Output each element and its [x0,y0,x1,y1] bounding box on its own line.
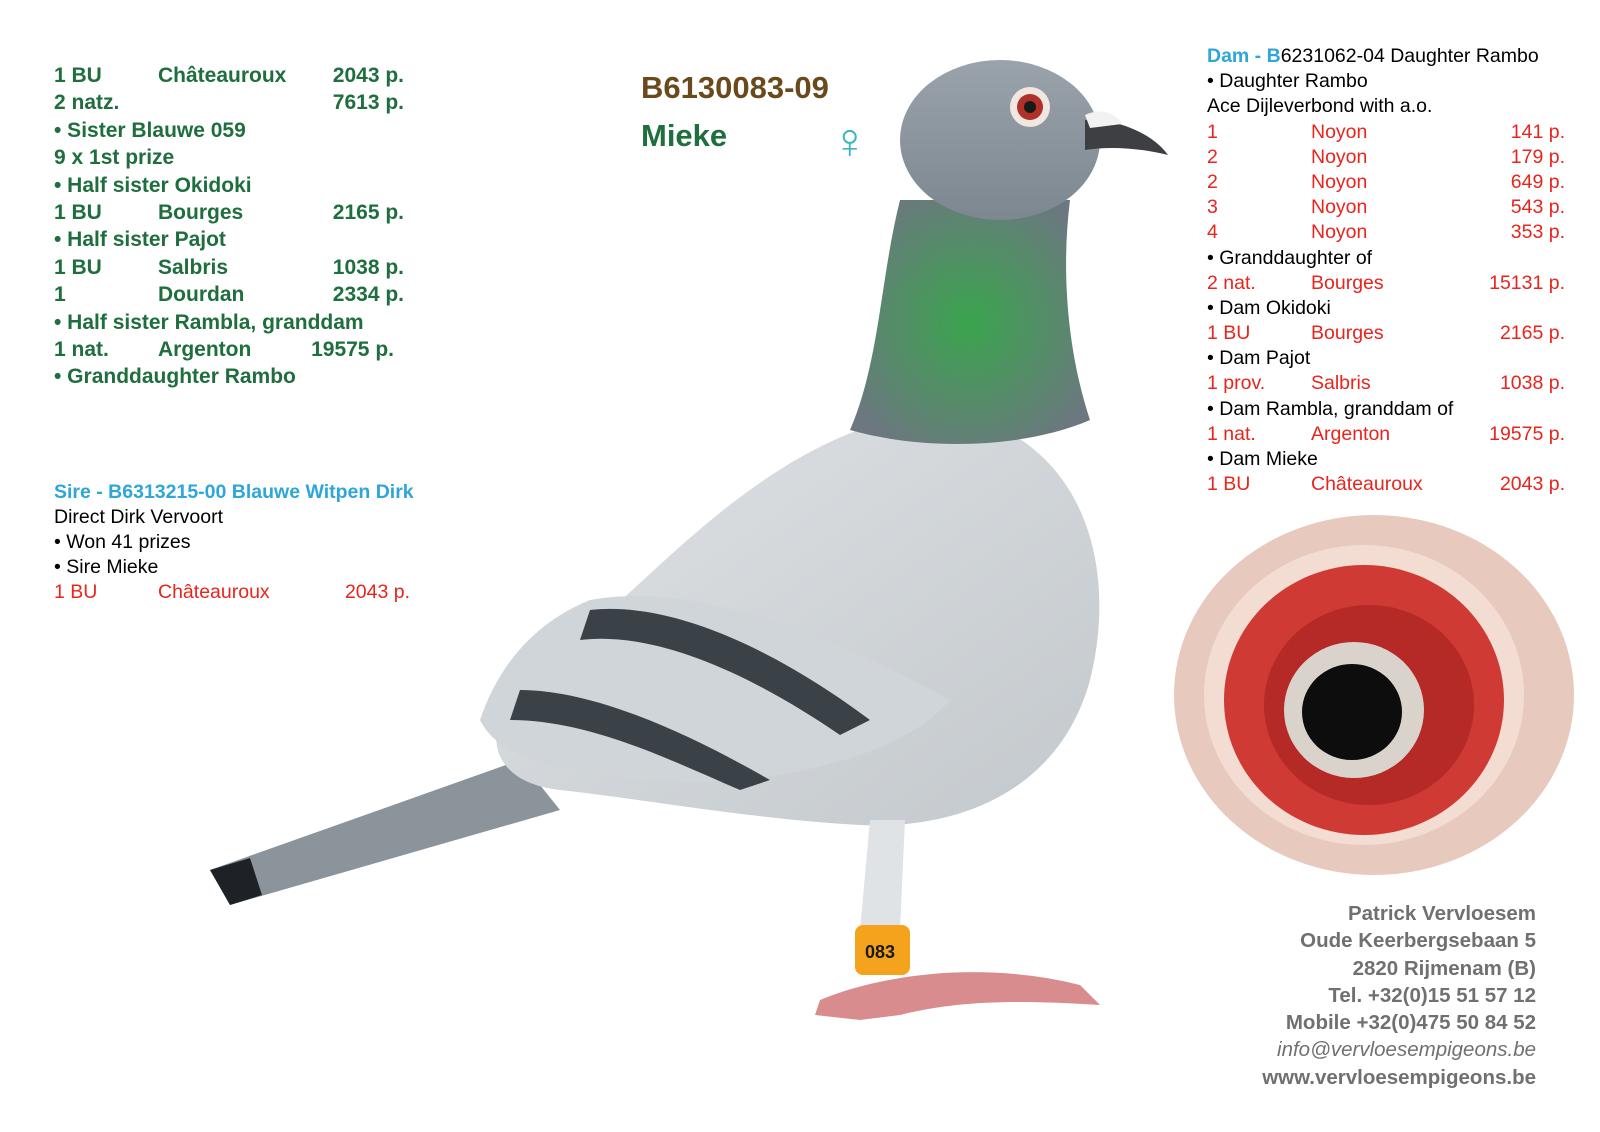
website-link[interactable]: www.vervloesempigeons.be [1262,1065,1536,1089]
breeder-name: Patrick Vervloesem [1347,902,1536,925]
dam-line: Ace Dijleverbond with a.o. [1207,95,1433,118]
address-city: 2820 Rijmenam (B) [1352,956,1536,980]
record-note: • Sister Blauwe 059 [54,118,246,142]
dam-line: • Daughter Rambo [1207,70,1368,93]
record-row: 1 nat. Argenton 19575 p. [54,337,394,361]
dam-line: • Dam Mieke [1207,448,1318,470]
dam-result-row: 1 nat. Argenton 19575 p. [1207,422,1565,445]
record-note: • Half sister Rambla, granddam [54,310,364,334]
achievements-list [54,62,434,391]
record-row: 1 BU Châteauroux 2043 p. [54,64,404,87]
ring-number: B6130083-09 [641,70,829,105]
dam-result-row: 1 Noyon 141 p. [1207,120,1565,143]
female-symbol-icon: ♀ [831,113,869,169]
dam-result-row: 2 Noyon 179 p. [1207,145,1565,168]
dam-result-row: 4 Noyon 353 p. [1207,221,1565,244]
record-row: 1 BU Salbris 1038 p. [54,255,404,279]
dam-line: • Dam Okidoki [1207,296,1331,319]
record-row: 1 BU Bourges 2165 p. [54,200,404,224]
sire-result-row: 1 BU Châteauroux 2043 p. [54,581,410,603]
dam-result-row: 2 nat. Bourges 15131 p. [1207,271,1565,294]
dam-line: • Dam Pajot [1207,347,1311,370]
email-link[interactable]: info@vervloesempigeons.be [1277,1038,1536,1062]
dam-line: • Dam Rambla, granddam of [1207,397,1454,420]
dam-result-row: 1 prov. Salbris 1038 p. [1207,372,1565,395]
dam-line: • Granddaughter of [1207,246,1373,269]
dam-section [1207,44,1565,497]
record-note: • Granddaughter Rambo [54,365,296,389]
contact-info [1262,900,1536,1091]
record-note: 9 x 1st prize [54,146,175,170]
sire-section [54,480,444,605]
address-street: Oude Keerbergsebaan 5 [1300,929,1536,953]
pigeon-tail [210,760,560,905]
dam-result-row: 3 Noyon 543 p. [1207,196,1565,219]
dam-result-row: 2 Noyon 649 p. [1207,170,1565,193]
pigeon-head [900,60,1100,220]
sire-title: Sire - B6313215-00 Blauwe Witpen Dirk [54,481,414,503]
pigeon-leg [860,820,905,930]
record-row: 2 natz. 7613 p. [54,91,404,115]
sire-line: Direct Dirk Vervoort [54,506,224,528]
telephone: Tel. +32(0)15 51 57 12 [1328,983,1536,1007]
mobile: Mobile +32(0)475 50 84 52 [1285,1011,1536,1035]
dam-result-row: 1 BU Châteauroux 2043 p. [1207,473,1565,496]
dam-title: Dam - B6231062-04 Daughter Rambo [1207,45,1539,67]
record-row: 1 Dourdan 2334 p. [54,283,404,307]
pigeon-foot [815,972,1100,1020]
dam-result-row: 1 BU Bourges 2165 p. [1207,322,1565,345]
record-note: • Half sister Okidoki [54,173,252,197]
pigeon-name: Mieke [641,118,728,153]
leg-ring-text: 083 [865,942,896,962]
eye-closeup [1164,510,1574,890]
record-note: • Half sister Pajot [54,228,226,252]
sire-line: • Sire Mieke [54,556,159,578]
dam-lines [1207,69,1565,497]
pigeon-neck [850,200,1090,444]
sire-line: • Won 41 prizes [54,531,191,553]
